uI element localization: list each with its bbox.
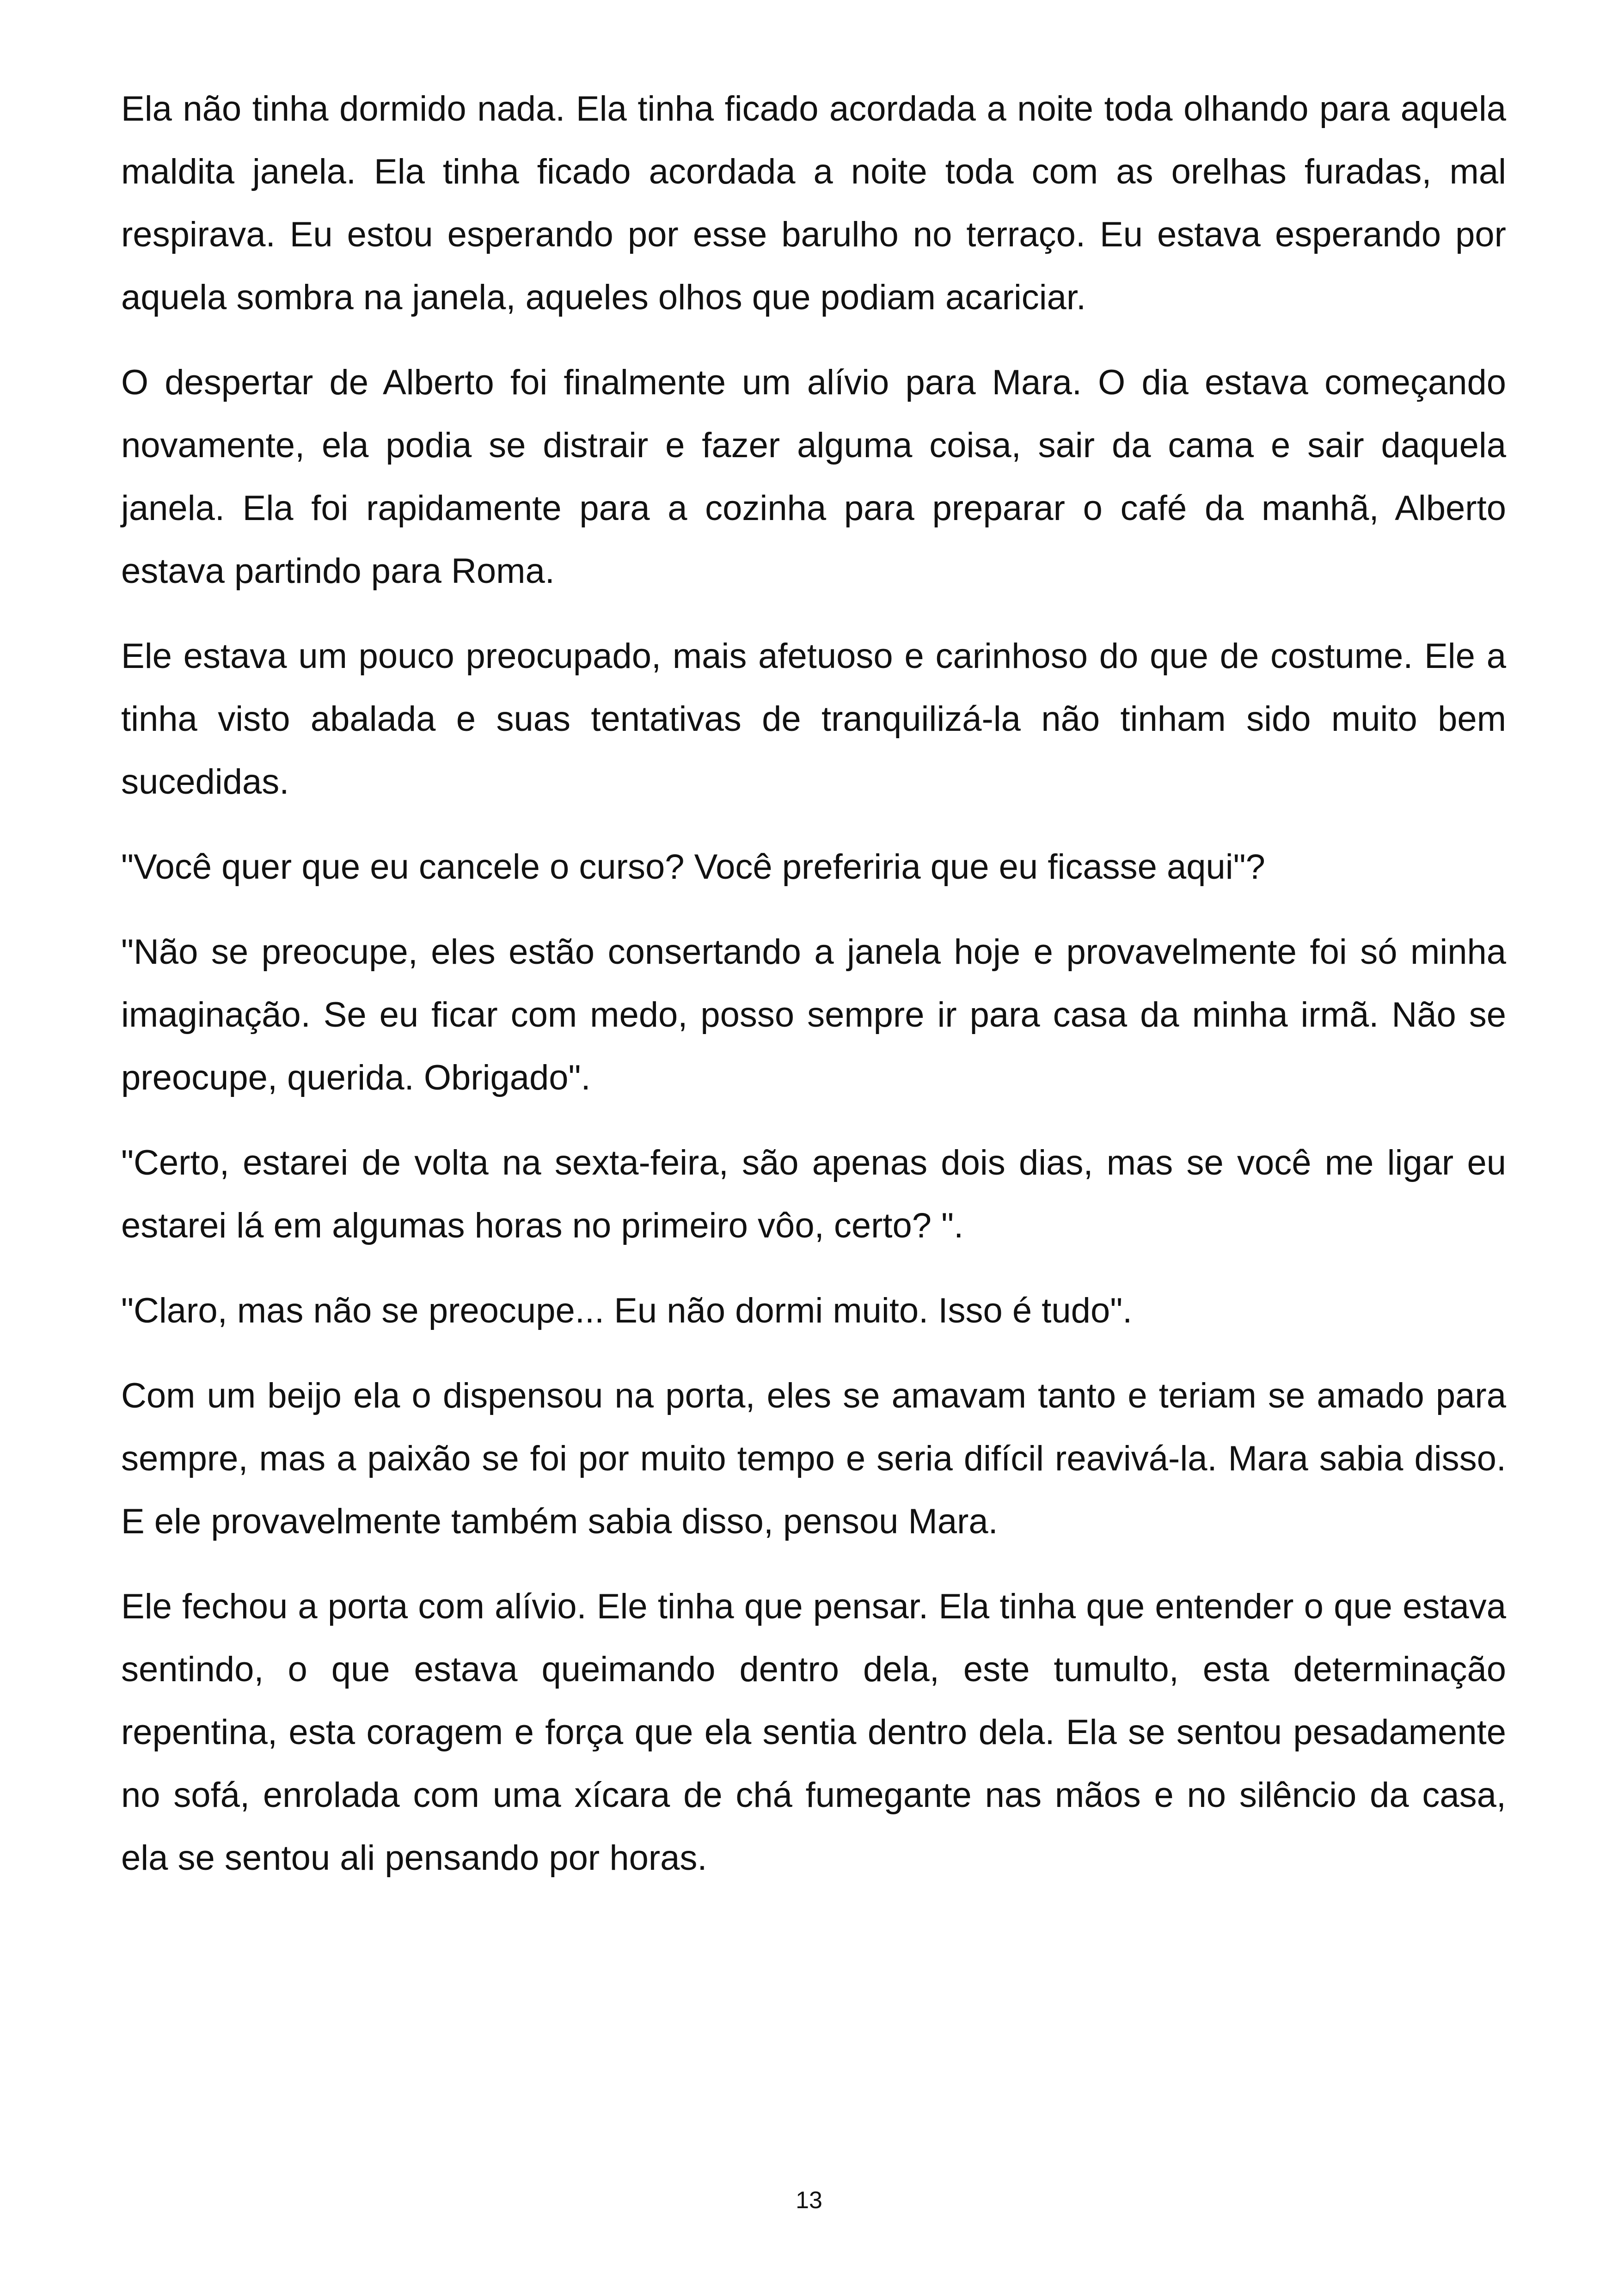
paragraph-1: Ela não tinha dormido nada. Ela tinha ficado acordada a noite toda olhando para aquela maldita janela. Ela tinha ficado acordada a noite toda com as orelhas furadas, mal respirava. Eu estou esperando por esse barulho no terraço. Eu estava esperando por aquela sombra na janela, aqueles olhos que podiam acariciar. (121, 89, 1506, 317)
page-number: 13 (796, 2187, 822, 2214)
body-text (121, 78, 1506, 1912)
paragraph-9: Ele fechou a porta com alívio. Ele tinha que pensar. Ela tinha que entender o que estava sentindo, o que estava queimando dentro dela, este tumulto, esta determinação repentina, esta coragem e força que ela sentia dentro dela. Ela se sentou pesadamente no sofá, enrolada com uma xícara de chá fumegante nas mãos e no silêncio da casa, ela se sentou ali pensando por horas. (121, 1587, 1506, 1878)
paragraph-4: "Você quer que eu cancele o curso? Você preferiria que eu ficasse aqui"? (121, 847, 1265, 887)
paragraph-7: "Claro, mas não se preocupe... Eu não dormi muito. Isso é tudo". (121, 1291, 1133, 1330)
paragraph-5: "Não se preocupe, eles estão consertando a janela hoje e provavelmente foi só minha imaginação. Se eu ficar com medo, posso sempre ir para casa da minha irmã. Não se preocupe, querida. Obrigado". (121, 932, 1506, 1097)
paragraph-3: Ele estava um pouco preocupado, mais afetuoso e carinhoso do que de costume. Ele a tinha visto abalada e suas tentativas de tranquilizá-la não tinham sido muito bem sucedidas. (121, 637, 1506, 802)
paragraph-8: Com um beijo ela o dispensou na porta, eles se amavam tanto e teriam se amado para sempre, mas a paixão se foi por muito tempo e seria difícil reavivá-la. Mara sabia disso. E ele provavelmente também sabia disso, pensou Mara. (121, 1376, 1506, 1541)
paragraph-6: "Certo, estarei de volta na sexta-feira, são apenas dois dias, mas se você me ligar eu estarei lá em algumas horas no primeiro vôo, certo? ". (121, 1143, 1506, 1245)
paragraph-2: O despertar de Alberto foi finalmente um alívio para Mara. O dia estava começando novamente, ela podia se distrair e fazer alguma coisa, sair da cama e sair daquela janela. Ela foi rapidamente para a cozinha para preparar o café da manhã, Alberto estava partindo para Roma. (121, 363, 1506, 591)
